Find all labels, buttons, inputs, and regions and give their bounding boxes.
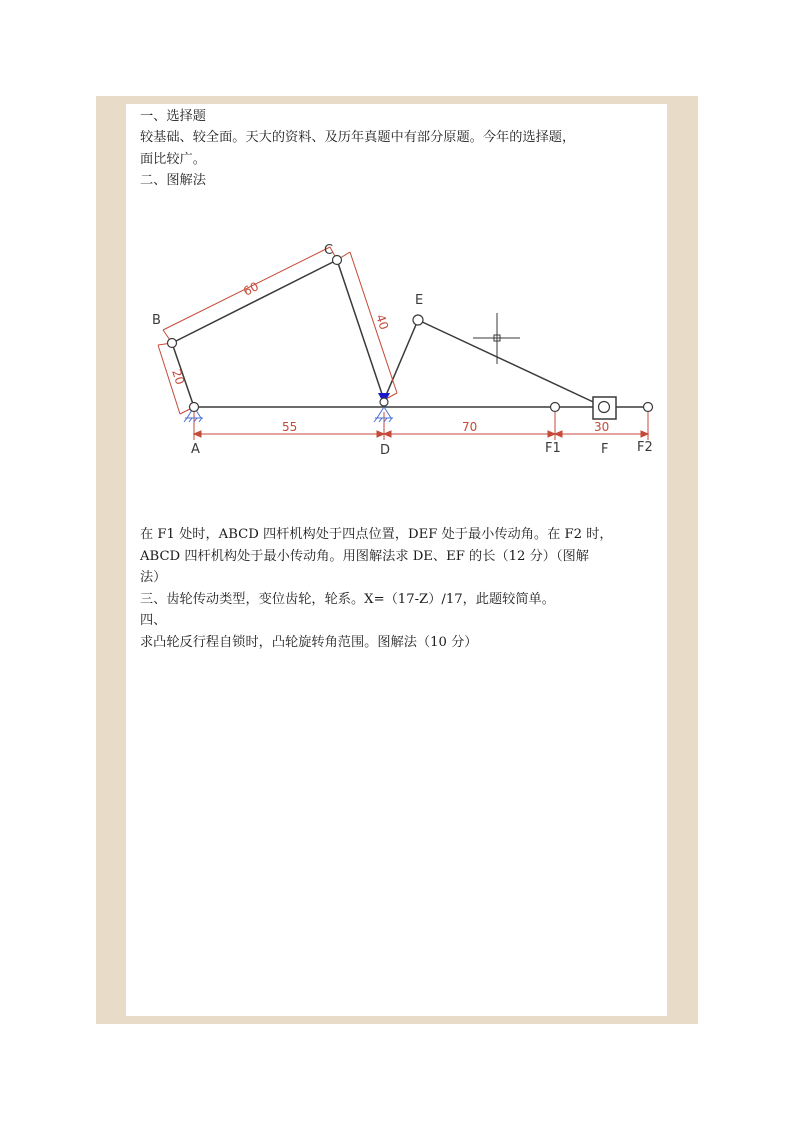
dim-df1: 70: [462, 420, 478, 434]
section-1-heading: 一、选择题: [140, 109, 206, 124]
joint-b: [168, 339, 177, 348]
joint-f2: [644, 403, 653, 412]
crosshair-cursor-icon: [473, 313, 520, 364]
joint-f: [599, 402, 610, 413]
section-1-body-line-2: 面比较广。: [140, 152, 206, 167]
label-f2: F2: [637, 440, 653, 455]
section-2-body-line-3: 法）: [140, 570, 167, 585]
section-4-body: 求凸轮反行程自锁时，凸轮旋转角范围。图解法（10 分）: [140, 635, 478, 650]
section-3-line: 三、齿轮传动类型，变位齿轮，轮系。X=（17-Z）/17，此题较简单。: [140, 592, 555, 607]
section-2-heading: 二、图解法: [140, 173, 206, 188]
link-ef: [418, 320, 604, 407]
joint-e: [413, 315, 423, 325]
dim-ab: 20: [169, 367, 188, 387]
dim-f1f2: 30: [594, 420, 610, 434]
section-2-body-line-1: 在 F1 处时，ABCD 四杆机构处于四点位置，DEF 处于最小传动角。在 F2 时，: [140, 527, 613, 542]
label-b: B: [152, 313, 161, 328]
link-de: [384, 320, 418, 400]
label-f: F: [601, 442, 609, 457]
section-2-body-line-2: ABCD 四杆机构处于最小传动角。用图解法求 DE、EF 的长（12 分）（图解: [140, 549, 589, 564]
label-c: C: [324, 243, 334, 258]
label-f1: F1: [545, 441, 561, 456]
link-bc: [172, 260, 337, 343]
joint-c: [333, 256, 342, 265]
label-a: A: [191, 442, 200, 457]
dim-ad: 55: [282, 420, 298, 434]
linkage-diagram: [140, 226, 670, 461]
dim-bc: 60: [241, 279, 261, 299]
label-e: E: [415, 293, 424, 308]
link-cd: [337, 260, 384, 400]
label-d: D: [380, 443, 391, 458]
section-1-body-line-1: 较基础、较全面。天大的资料、及历年真题中有部分原题。今年的选择题，: [140, 130, 576, 145]
joint-f1: [551, 403, 560, 412]
section-4-heading: 四、: [140, 613, 167, 628]
dim-cd: 40: [373, 312, 392, 332]
joint-d: [380, 398, 388, 406]
joint-a: [190, 403, 199, 412]
base-dimension-lines: [194, 412, 648, 440]
